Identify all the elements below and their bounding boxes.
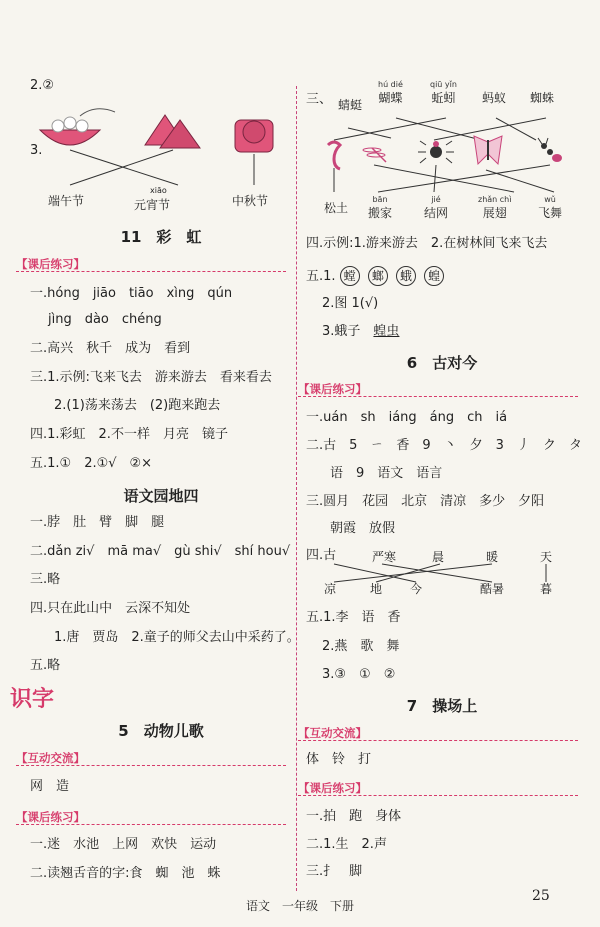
insect-word-butterfly: hú dié 蝴蝶: [378, 80, 403, 105]
antonym-bottom-2: 地: [370, 582, 383, 596]
action-word-soil: 松土: [324, 201, 349, 215]
lesson6-q5c: 3.③ ① ②: [322, 667, 396, 682]
tag-underline: [16, 765, 286, 766]
answer-3-label: 3.: [30, 143, 43, 158]
lesson7-q2: 二.1.生 2.声: [306, 837, 387, 852]
butterfly-icon: [474, 136, 502, 164]
zongzi-icon: [145, 115, 200, 148]
lesson6-q5: 五.1.李 语 香: [306, 610, 401, 625]
section-tag-after-class-2: 【课后练习】: [298, 781, 367, 795]
matching-q5-label: 五.1. 螳 螂 蛾 蝗: [306, 266, 448, 286]
lesson6-q2: 二.古 5 ㄧ 香 9 丶 夕 3 丿 ク タ: [306, 438, 582, 453]
matching-q5b: 2.图 1(√): [322, 296, 379, 311]
antonym-top-3: 暖: [486, 550, 499, 564]
lesson7-q3: 三.扌 脚: [306, 864, 363, 879]
insect-word-dragonfly: 蜻蜓: [338, 98, 363, 112]
antonym-bottom-5: 暮: [540, 582, 553, 596]
action-word-web: jié 结网: [424, 195, 449, 220]
lesson-11-title: 11 彩 虹: [120, 228, 202, 246]
ant-icon: [538, 138, 562, 162]
lesson11-q1b: jìng dào chéng: [48, 312, 162, 327]
spider-icon: [418, 141, 454, 163]
lesson-6-title: 6 古对今: [406, 354, 478, 372]
festival-pinyin-xiao: xiāo: [150, 186, 167, 195]
tangyuan-bowl-icon: [40, 109, 115, 145]
section-tag-after-class-2: 【课后练习】: [16, 810, 85, 824]
section-tag-after-class: 【课后练习】: [16, 257, 85, 271]
antonym-top-1: 严寒: [372, 550, 397, 564]
festival-yuanxiao: 元宵节: [134, 198, 171, 212]
festival-food-illustrations: [40, 110, 290, 160]
antonym-top-4: 天: [540, 550, 553, 564]
lesson6-q3b: 朝霞 放假: [330, 521, 396, 536]
festival-duanwu: 端午节: [48, 194, 85, 208]
lesson-7-title: 7 操场上: [406, 697, 478, 715]
circled-char: 蝗: [424, 266, 444, 286]
antonym-bottom-1: 凉: [324, 582, 337, 596]
yuwen-q4: 四.只在此山中 云深不知处: [30, 601, 191, 616]
section-tag-after-class: 【课后练习】: [298, 382, 367, 396]
lesson5-interaction-answer: 网 造: [30, 779, 70, 794]
tag-underline: [298, 795, 578, 796]
page-footer: 语文 一年级 下册: [245, 899, 354, 913]
tag-underline: [16, 271, 286, 272]
yuwen-q3: 三.略: [30, 572, 61, 587]
antonym-bottom-4: 酷暑: [480, 582, 505, 596]
yuwen-q5: 五.略: [30, 658, 61, 673]
matching-q3-label: 三、: [306, 92, 333, 107]
yuwen-yuandi-title: 语文园地四: [123, 487, 199, 505]
action-word-spread-wings: zhǎn chì 展翅: [478, 195, 512, 220]
mooncake-icon: [235, 120, 273, 152]
section-tag-interaction: 【互动交流】: [298, 726, 367, 740]
lesson11-q5: 五.1.① 2.①√ ②×: [30, 456, 153, 471]
lesson11-q3b: 2.(1)荡来荡去 (2)跑来跑去: [54, 398, 221, 413]
circled-char: 螳: [340, 266, 360, 286]
matching-q4: 四.示例:1.游来游去 2.在树林间飞来飞去: [306, 236, 548, 251]
insect-word-spider: 蜘蛛: [530, 91, 555, 105]
earthworm-icon: [328, 142, 340, 169]
lesson6-q4-label: 四.古: [306, 548, 337, 563]
answer-2: 2.②: [30, 78, 55, 93]
lesson6-q2b: 语 9 语文 语言: [330, 466, 443, 481]
circled-char: 螂: [368, 266, 388, 286]
antonym-bottom-3: 今: [410, 582, 423, 596]
action-word-move: bān 搬家: [368, 195, 393, 220]
lesson11-q4: 四.1.彩虹 2.不一样 月亮 镜子: [30, 427, 228, 442]
section-tag-interaction: 【互动交流】: [16, 751, 85, 765]
lesson6-q3: 三.圆月 花园 北京 清凉 多少 夕阳: [306, 494, 545, 509]
antonym-top-2: 晨: [432, 550, 445, 564]
section-shizi-title: 识字: [10, 687, 55, 712]
lesson11-q2: 二.高兴 秋千 成为 看到: [30, 341, 191, 356]
yuwen-q4b: 1.唐 贾岛 2.童子的师父去山中采药了。: [54, 630, 300, 645]
circled-char: 蛾: [396, 266, 416, 286]
insect-word-earthworm: qiū yǐn 蚯蚓: [430, 80, 457, 105]
antonym-matching-lines: [306, 562, 578, 584]
lesson11-q1: 一.hóng jiāo tiāo xìng qún: [30, 286, 233, 301]
dragonfly-icon: [363, 148, 386, 162]
lesson7-q1: 一.拍 跑 身体: [306, 809, 402, 824]
column-divider: [296, 86, 297, 891]
matching-q5c: 3.蛾子 蝗虫: [322, 324, 400, 339]
festival-zhongqiu: 中秋节: [232, 194, 269, 208]
lesson6-q5b: 2.燕 歌 舞: [322, 639, 400, 654]
tag-underline: [16, 824, 286, 825]
insect-word-ant: 蚂蚁: [482, 91, 507, 105]
yuwen-q2: 二.dǎn zi√ mā ma√ gù shi√ shí hou√: [30, 544, 291, 559]
lesson6-q1: 一.uán sh iáng áng ch iá: [306, 410, 508, 425]
lesson7-interaction-answer: 体 铃 打: [306, 752, 372, 767]
action-word-fly-dance: wǔ 飞舞: [538, 195, 563, 220]
lesson11-q3: 三.1.示例:飞来飞去 游来游去 看来看去: [30, 370, 272, 385]
lesson5-q2: 二.读翘舌音的字:食 蜘 池 蛛: [30, 866, 221, 881]
lesson-5-title: 5 动物儿歌: [118, 722, 204, 740]
page-number: 25: [532, 888, 550, 904]
lesson5-q1: 一.迷 水池 上网 欢快 运动: [30, 837, 217, 852]
tag-underline: [298, 396, 578, 397]
yuwen-q1: 一.脖 肚 臂 脚 腿: [30, 515, 165, 530]
tag-underline: [298, 740, 578, 741]
